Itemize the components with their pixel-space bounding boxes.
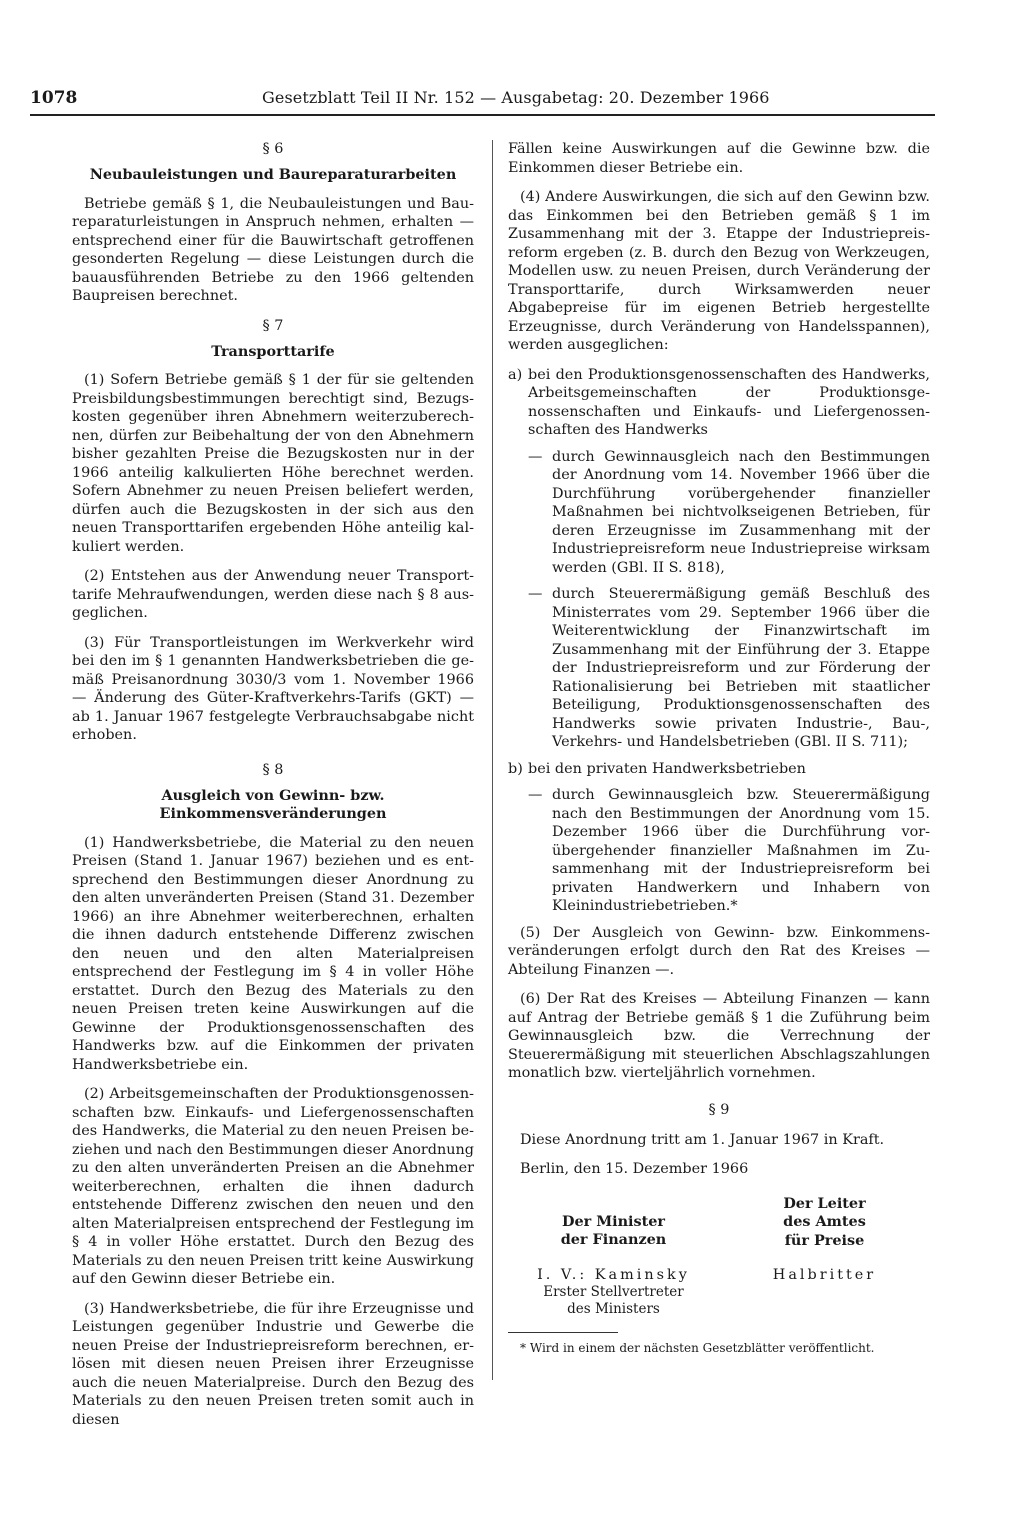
footnote: * Wird in einem der nächsten Gesetzblätter veröffentlicht. [520,1341,875,1355]
list-item-a [508,366,930,440]
signature-right-title-2: des Amtes [783,1213,866,1230]
signature-price-office [719,1195,930,1319]
section-8-title-line-1: Ausgleich von Gewinn- bzw. [161,786,385,804]
list-item-a-label: a) [508,366,523,383]
page-header [30,88,935,116]
list-item-a-dash-2-text: durch Steuerermäßigung gemäß Beschluß des Ministerrates vom 29. September 1966 über die Weiterentwicklung der Finanzwirtschaft im Zusammenhang mit der Einführung der 3. Etappe der Industriepreisreform und zur Förderung der Rationalisierung bei Betrieben mit staatlicher Beteiligung, Produktionsgenossenschaften des Handwerks sowie privaten Industrie-, Bau-, Verkehrs- und Handelsbetrieben (GBl. II S. 711); [552,586,930,750]
dash-marker: — [528,787,543,803]
section-9-text: Diese Anordnung tritt am 1. Januar 1967 in Kraft. [520,1131,885,1148]
list-item-a-dash-1 [528,448,930,578]
column-divider [492,140,493,1380]
section-6-title: Neubauleistungen und Baureparaturarbeiten [89,166,457,183]
section-6-paragraph: Betriebe gemäß § 1, die Neubauleistungen und Baureparaturleistungen in Anspruch nehmen, erhalten — entsprechend einer für die Bauwirtschaft getroffenen gesonderten Regelung — diese Leistungen durch die bauausführenden Betriebe zu den 1966 geltenden Baupreisen berechnet. [72,195,474,304]
dash-marker: — [528,586,543,602]
list-item-b-dash-1 [528,786,930,916]
section-8-paragraph-6: (6) Der Rat des Kreises — Abteilung Finanzen — kann auf Antrag der Betriebe gemäß § 1 die Zuführung beim Gewinnausgleich bzw. die Verrechnung der Steuerermäßigung mit steuerlichen Abschlagszahlungen monatlich bzw. vierteljährlich vornehmen. [508,991,930,1081]
signature-minister-finance [508,1195,719,1319]
signature-right-name: Halbritter [772,1267,877,1283]
section-7-paragraph-3: (3) Für Transportleistungen im Werkverkehr wird bei den im § 1 genannten Handwerksbetrieben die gemäß Preisanordnung 3030/3 vom 1. November 1966 — Änderung des Güter-Kraftverkehrs-Tarifs (GKT) — ab 1. Januar 1967 festgelegte Verbrauchsabgabe nicht erhoben. [72,634,474,743]
section-8-title-line-2: Einkommensveränderungen [159,805,387,822]
list-item-b-dash-1-text: durch Gewinnausgleich bzw. Steuerermäßigung nach den Bestimmungen der Anordnung vom 15. Dezember 1966 über die Durchführung vorübergehender finanzieller Maßnahmen im Zusammenhang mit der Industriepreisreform bei privaten Handwerkern und Inhabern von Kleinindustriebetrieben.* [552,787,930,914]
signature-left-title-2: der Finanzen [560,1231,667,1248]
section-8-paragraph-2: (2) Arbeitsgemeinschaften der Produktionsgenossenschaften bzw. Einkaufs- und Liefergenossenschaften des Handwerks, die Material zu den neuen Preisen beziehen und nach den Bestimmungen dieser Anordnung zu den alten unveränderten Preisen an die Abnehmer weiterberechnen, erhalten die ihnen dadurch entstehende Differenz zwischen den neuen und den alten Materialpreisen entsprechend der Festlegung im § 4 in voller Höhe erstattet. Durch den Bezug des Materials zu den neuen Preisen tritt keine Auswirkung auf den Gewinn dieser Betriebe ein. [72,1086,474,1287]
section-6-number: § 6 [262,141,284,157]
list-item-a-dash-2 [528,585,930,752]
signature-block [508,1195,930,1319]
signature-left-name: I. V.: Kaminsky [537,1266,690,1283]
left-column [72,140,474,1440]
section-8-paragraph-3-continued: Fällen keine Auswirkungen auf die Gewinne bzw. die Einkommen dieser Betriebe ein. [508,141,930,176]
list-item-b [508,760,930,779]
signature-right-title-1: Der Leiter [783,1194,866,1212]
list-item-a-text: bei den Produktionsgenossenschaften des Handwerks, Arbeitsgemeinschaften der Produktionsgenossenschaften und Einkaufs- und Liefergenossenschaften des Handwerks [528,366,930,438]
section-7-number: § 7 [262,317,284,334]
signature-right-title-3: für Preise [784,1231,865,1249]
signature-left-subtitle-2: des Ministers [567,1301,660,1317]
running-head: Gesetzblatt Teil II Nr. 152 — Ausgabetag: 20. Dezember 1966 [262,88,770,107]
section-8-paragraph-1: (1) Handwerksbetriebe, die Material zu den neuen Preisen (Stand 1. Januar 1967) beziehen und es entsprechend den Bestimmungen dieser Anordnung zu den alten unveränderten Preisen (Stand 31. Dezember 1966) an ihre Abnehmer weiterberechnen, erhalten die ihnen dadurch entstehende Differenz zwischen den neuen und den alten Materialpreisen entsprechend der Festlegung im § 4 in voller Höhe erstattet. Durch den Bezug des Materials zu den neuen Preisen treten keine Auswirkungen auf die Gewinne der Produktionsgenossenschaften des Handwerks bzw. auf die Einkommen der privaten Handwerksbetriebe ein. [72,834,474,1073]
list-item-a-dash-1-text: durch Gewinnausgleich nach den Bestimmungen der Anordnung vom 14. November 1966 über die Durchführung vorübergehender finanzieller Maßnahmen bei nichtvolkseigenen Betrieben, für deren Erzeugnisse im Zusammenhang mit der Industriepreisreform neue Industriepreise wirksam werden (GBl. II S. 818), [552,448,930,576]
signature-left-title-1: Der Minister [561,1212,666,1230]
section-7-paragraph-2: (2) Entstehen aus der Anwendung neuer Transporttarife Mehraufwendungen, werden diese nach § 8 ausgeglichen. [72,568,474,621]
section-9-number: § 9 [708,1101,730,1118]
dash-marker: — [528,448,543,465]
footnote-rule [508,1332,618,1333]
list-item-b-text: bei den privaten Handwerksbetrieben [528,760,806,777]
section-8-paragraph-5: (5) Der Ausgleich von Gewinn- bzw. Einkommensveränderungen erfolgt durch den Rat des Kreises — Abteilung Finanzen —. [508,924,930,978]
section-8-paragraph-3: (3) Handwerksbetriebe, die für ihre Erzeugnisse und Leistungen gegenüber Industrie und Gewerbe die neuen Preise der Industriepreisreform berechnen, erlösen mit diesen neuen Preisen ihrer Erzeugnisse auch die neuen Materialpreise. Durch den Bezug des Materials zu den neuen Preisen treten somit auch in diesen [72,1300,474,1428]
signature-left-subtitle-1: Erster Stellvertreter [543,1284,684,1300]
page-number: 1078 [30,88,78,108]
section-8-number: § 8 [262,761,284,778]
section-8-title [72,787,474,824]
list-item-b-label: b) [508,760,523,777]
signing-date: Berlin, den 15. Dezember 1966 [520,1161,749,1177]
right-column [508,140,930,1358]
section-7-paragraph-1: (1) Sofern Betriebe gemäß § 1 der für sie geltenden Preisbildungsbestimmungen berechtigt sind, Bezugskosten gegenüber ihren Abnehmern weiterzuberechnen, dürfen zur Beibehaltung der von den Abnehmern bisher gezahlten Preise die Bezugskosten nur in der 1966 anteilig kalkulierten Höhe berechnet werden. Sofern Abnehmer zu neuen Preisen beliefert werden, dürfen auch die Bezugskosten in der sich aus den neuen Transporttarifen ergebenden Höhe anteilig kalkuliert werden. [72,372,474,555]
section-8-paragraph-4: (4) Andere Auswirkungen, die sich auf den Gewinn bzw. das Einkommen bei den Betrieben gemäß § 1 im Zusammenhang mit der 3. Etappe der Industriepreisreform ergeben (z. B. durch den Bezug von Werkzeugen, Modellen usw. zu neuen Preisen, durch Veränderung der Transporttarife, durch Wirksamwerden neuer Abgabepreise für im eigenen Betrieb hergestellte Erzeugnisse, durch Veränderung von Handelsspannen), werden ausgeglichen: [508,189,930,353]
section-7-title: Transporttarife [211,342,335,360]
